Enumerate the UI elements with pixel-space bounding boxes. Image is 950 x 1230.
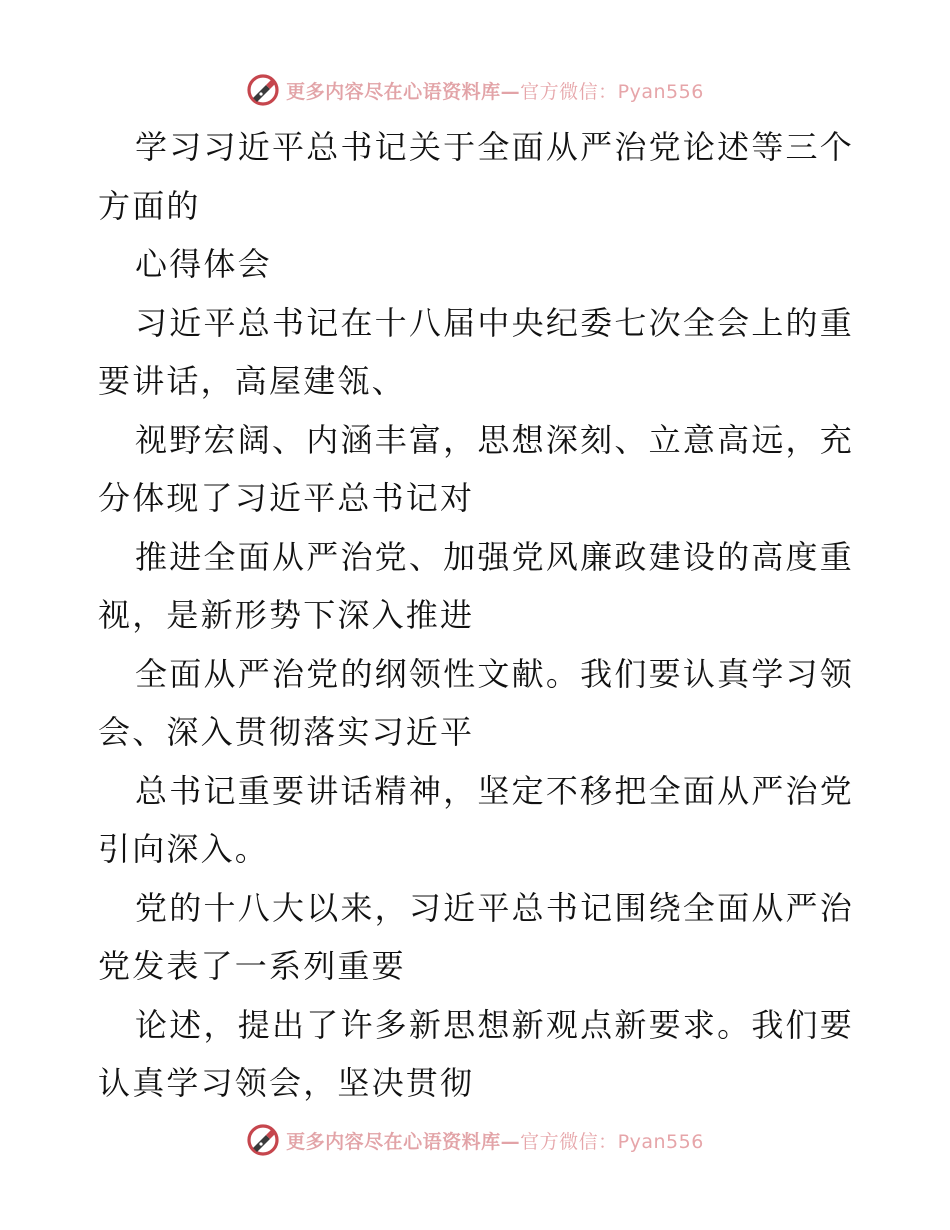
header-banner-text	[286, 77, 704, 104]
footer-contact-text: 官方微信：Pyan556	[520, 1130, 704, 1153]
document-body	[98, 118, 854, 1113]
header-contact-text: 官方微信：Pyan556	[520, 80, 704, 103]
header-banner[interactable]	[0, 70, 950, 110]
document-paragraph: 总书记重要讲话精神，坚定不移把全面从严治党引向深入。	[98, 771, 854, 868]
pen-nib-logo-icon	[246, 73, 280, 107]
document-subtitle-line: 心得体会	[135, 245, 272, 283]
footer-dash: —	[500, 1130, 521, 1153]
pen-nib-logo-icon	[246, 1123, 280, 1157]
footer-site-text: 更多内容尽在心语资料库	[286, 1130, 501, 1153]
document-paragraph: 论述，提出了许多新思想新观点新要求。我们要认真学习领会，坚决贯彻	[98, 1005, 854, 1102]
footer-banner-text	[286, 1127, 704, 1154]
document-paragraph: 党的十八大以来，习近平总书记围绕全面从严治党发表了一系列重要	[98, 888, 854, 985]
document-paragraph: 全面从严治党的纲领性文献。我们要认真学习领会、深入贯彻落实习近平	[98, 654, 854, 751]
footer-banner[interactable]	[0, 1120, 950, 1160]
header-site-text: 更多内容尽在心语资料库	[286, 80, 501, 103]
document-title-line: 学习习近平总书记关于全面从严治党论述等三个方面的	[98, 128, 854, 225]
document-paragraph: 习近平总书记在十八届中央纪委七次全会上的重要讲话，高屋建瓴、	[98, 303, 854, 400]
document-paragraph: 视野宏阔、内涵丰富，思想深刻、立意高远，充分体现了习近平总书记对	[98, 420, 854, 517]
document-paragraph: 推进全面从严治党、加强党风廉政建设的高度重视，是新形势下深入推进	[98, 537, 854, 634]
header-dash: —	[500, 80, 521, 103]
